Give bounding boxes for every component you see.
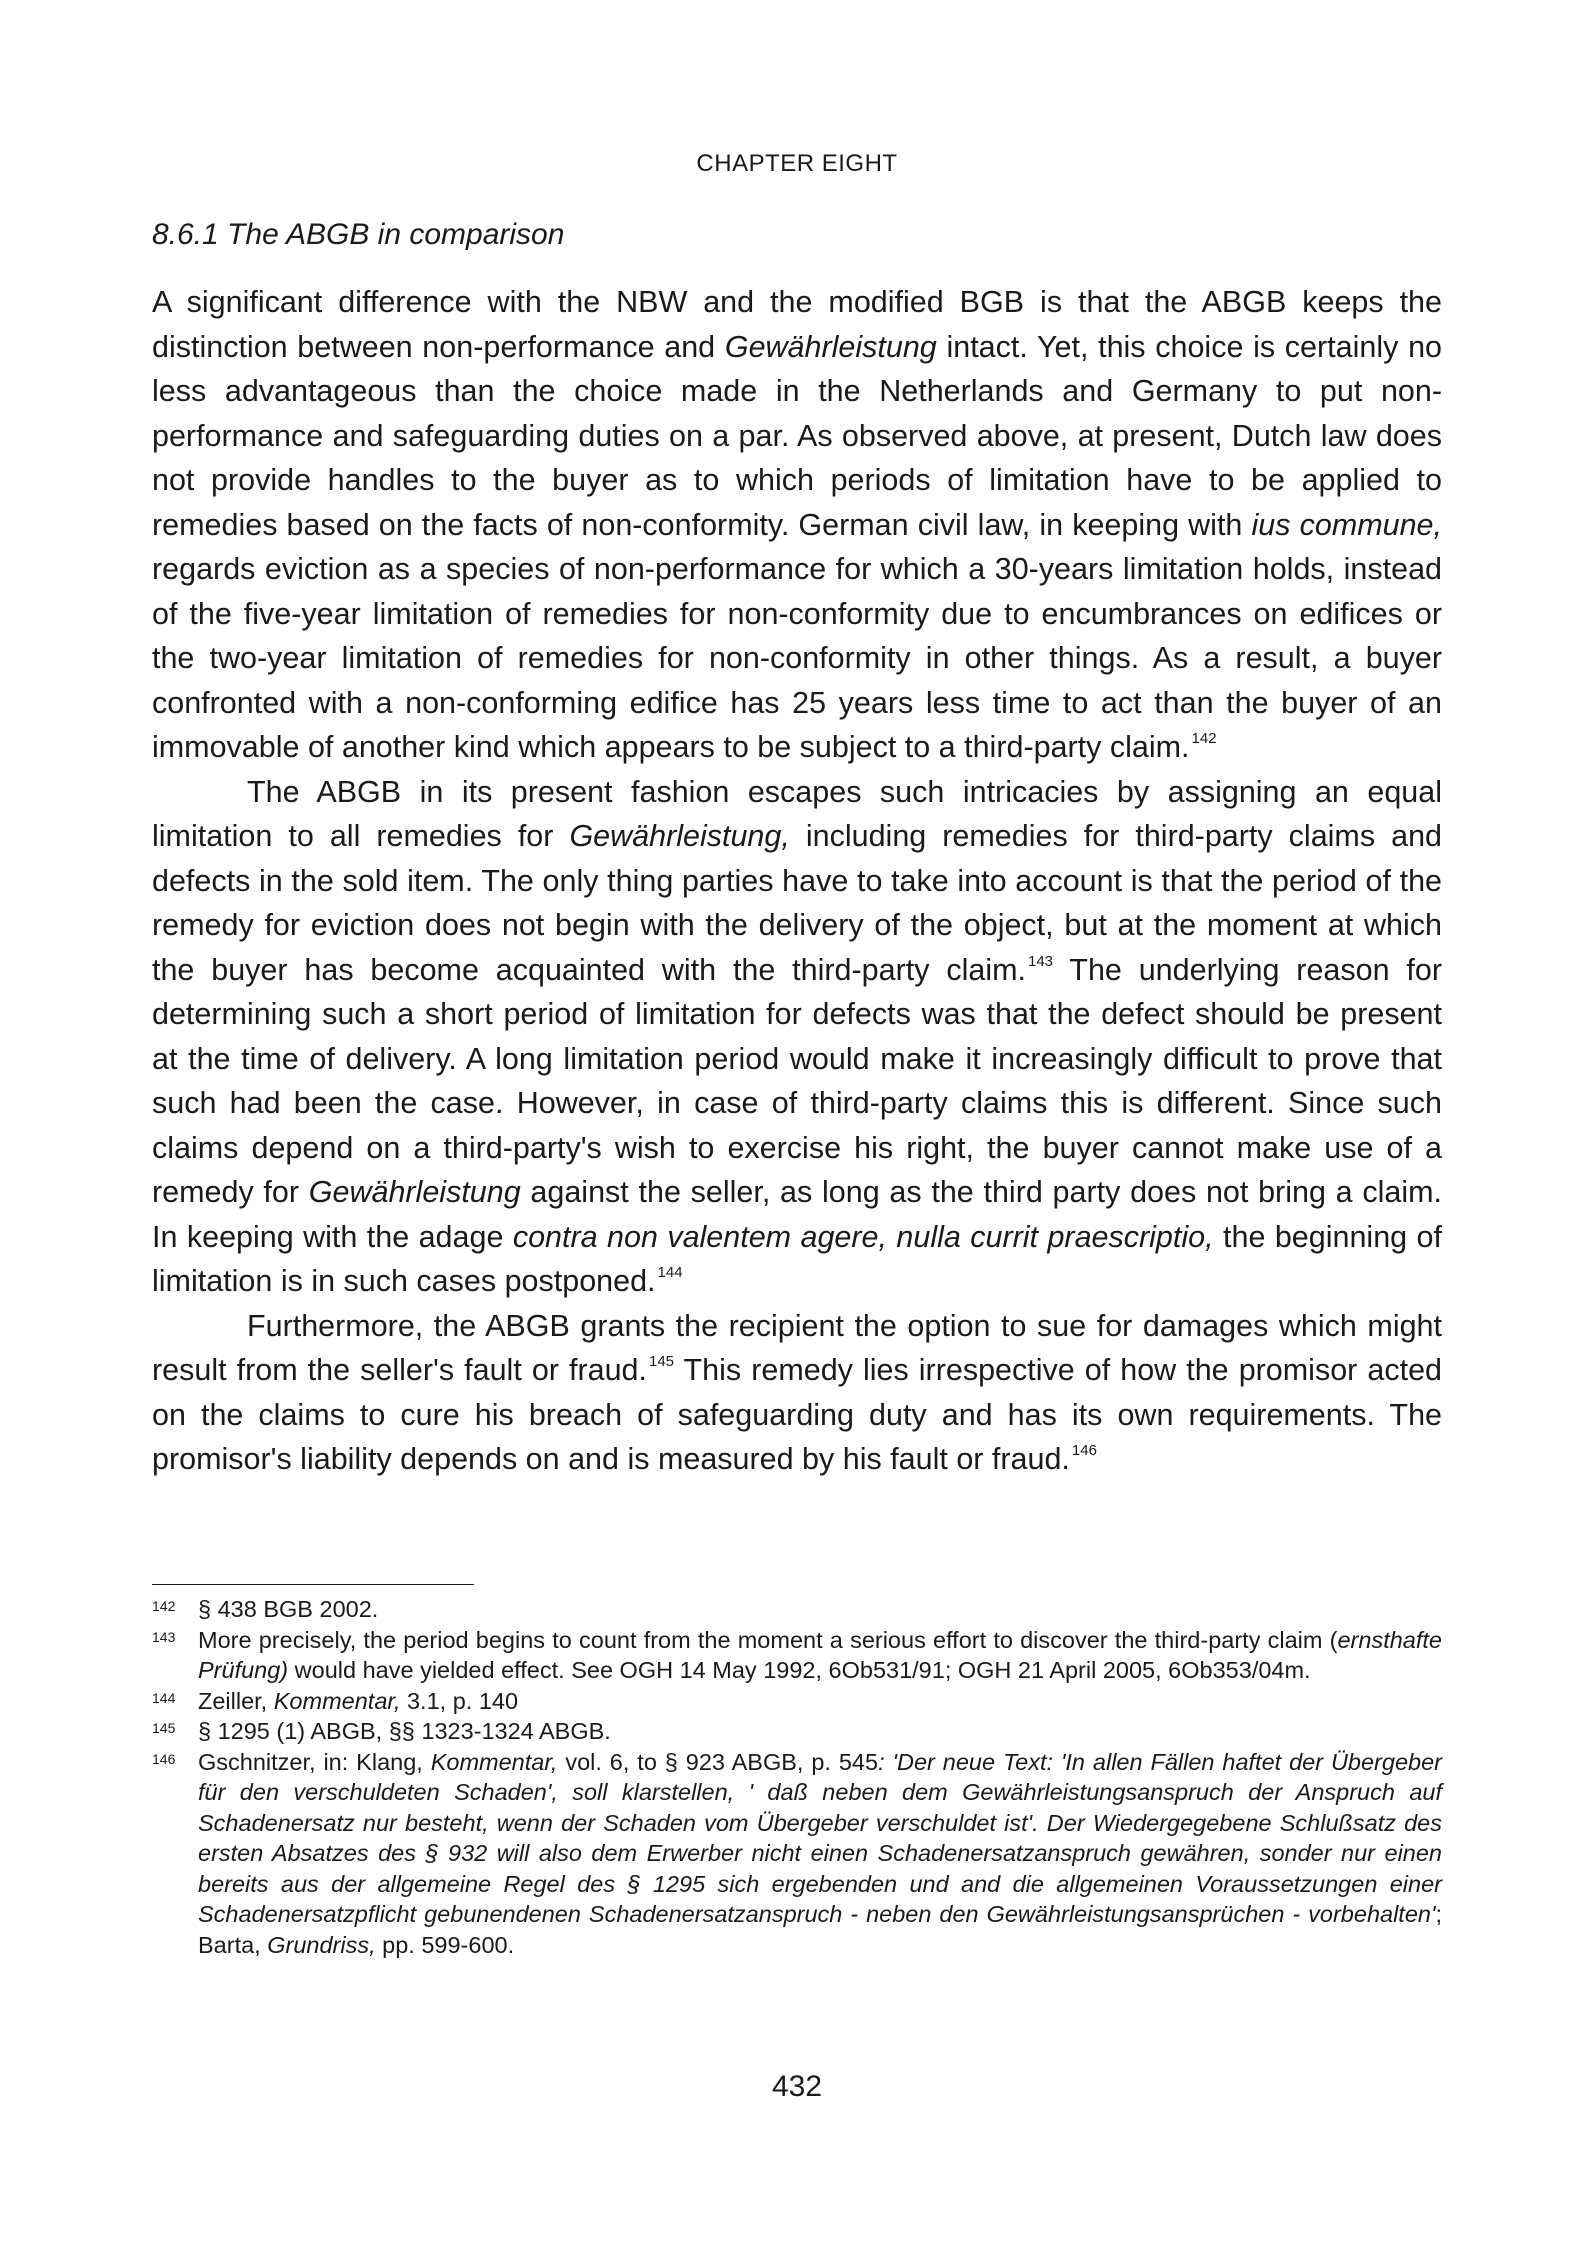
text-run: intact. Yet, this choice is certainly no less advantageous than the choice made in the Netherlands and Germany to put non-performance and safeguarding duties on a par. As observed above, at present, Dutch law does not provide handles to the buyer as to which periods of limitation have to be applied to remedies based on the facts of non-conformity. German civil law, in keeping with [152, 329, 1442, 542]
text-run: would have yielded effect. See OGH 14 May 1992, 6Ob531/91; OGH 21 April 2005, 6Ob353/04m. [288, 1657, 1311, 1683]
footnote-number: 142 [152, 1598, 176, 1614]
text-run: The underlying reason for determining such a short period of limitation for defects was that the defect should be present at the time of delivery. A long limitation period would make it increasingly difficult to prove that such had been the case. However, in case of third-party claims this is different. Since such claims depend on a third-party's wish to exercise his right, the buyer cannot make use of a remedy for [152, 952, 1442, 1209]
text-run: A significant difference with the NBW and the modified BGB is that the ABGB keeps the distinction between non-performance and [152, 285, 1442, 364]
italic-term: Gewährleistung [308, 1175, 521, 1209]
footnote-145 [152, 1716, 1442, 1747]
text-run: Gschnitzer, in: Klang, [198, 1748, 431, 1775]
text-run: § 1295 (1) ABGB, §§ 1323-1324 ABGB. [198, 1718, 611, 1744]
text-run: § 438 BGB 2002. [198, 1596, 379, 1622]
running-head: CHAPTER EIGHT [696, 150, 898, 177]
text-run: Zeiller, [198, 1687, 274, 1714]
text-run: including remedies for third-party claims and defects in the sold item. The only thing parties have to take into account is that the period of the remedy for eviction does not begin with the delivery of the object, but at the moment at which the buyer has become acquainted with the third-party claim. [152, 819, 1442, 987]
paragraph-2 [152, 770, 1442, 1304]
text-run: Furthermore, the ABGB grants the recipient the option to sue for damages which might result from the seller's fault or fraud. [152, 1308, 1442, 1387]
footnote-text [198, 1747, 1442, 1961]
footnote-text [198, 1716, 1442, 1747]
footnote-text [198, 1625, 1442, 1686]
footnote-ref-145[interactable]: 145 [649, 1353, 675, 1370]
body-text [152, 280, 1442, 1482]
italic-term: Gewährleistung [724, 329, 937, 364]
italic-term: Gewährleistung, [569, 819, 790, 853]
text-run: More precisely, the period begins to count from the moment a serious effort to discover the third-party claim ( [198, 1626, 1338, 1653]
section-title: 8.6.1 The ABGB in comparison [152, 218, 565, 251]
text-run: ; Barta, [198, 1901, 1442, 1958]
text-run: against the seller, as long as the third party does not bring a claim. In keeping with the adage [152, 1175, 1442, 1254]
italic-term: Grundriss, [267, 1931, 376, 1958]
footnote-146 [152, 1747, 1442, 1961]
italic-term: contra non valentem agere, nulla currit praescriptio, [512, 1219, 1214, 1254]
paragraph-3 [152, 1304, 1442, 1482]
footnotes [152, 1594, 1442, 1960]
italic-term: Kommentar, [273, 1687, 401, 1714]
text-run: regards eviction as a species of non-performance for which a 30-years limitation holds, instead of the five-year limitation of remedies for non-conformity due to encumbrances on edifices or the two-year limitation of remedies for non-conformity in other things. As a result, a buyer confronted with a non-conforming edifice has 25 years less time to act than the buyer of an immovable of another kind which appears to be subject to a third-party claim. [152, 552, 1442, 764]
footnote-144 [152, 1686, 1442, 1717]
italic-term: Kommentar, [430, 1748, 558, 1775]
footnote-number: 144 [152, 1689, 176, 1706]
footnote-text [198, 1686, 1442, 1717]
text-run: vol. 6, to § 923 ABGB, p. 545 [557, 1748, 879, 1775]
italic-term: ius commune, [1251, 507, 1442, 542]
document-page [152, 0, 1442, 2250]
text-run: the beginning of limitation is in such cases postponed. [152, 1219, 1442, 1298]
paragraph-1 [152, 280, 1442, 770]
page-number: 432 [771, 2070, 823, 2103]
footnote-143 [152, 1625, 1442, 1686]
footnote-number: 146 [152, 1750, 176, 1767]
footnote-text [198, 1594, 1442, 1625]
footnote-ref-144[interactable]: 144 [657, 1264, 683, 1281]
footnote-number: 143 [152, 1628, 176, 1645]
text-run: This remedy lies irrespective of how the promisor acted on the claims to cure his breach of safeguarding duty and has its own requirements. The promisor's liability depends on and is measured by his fault or fraud. [152, 1353, 1442, 1476]
text-run: The ABGB in its present fashion escapes such intricacies by assigning an equal limitation to all remedies for [152, 774, 1442, 853]
italic-term: ernsthafte Prüfung) [198, 1626, 1442, 1683]
text-run: pp. 599-600. [375, 1931, 515, 1958]
footnote-142 [152, 1594, 1442, 1625]
text-run: 3.1, p. 140 [400, 1687, 519, 1714]
italic-quote: : 'Der neue Text: 'In allen Fällen haftet der Übergeber für den verschuldeten Schaden', soll klarstellen, ' daß neben dem Gewährleistungsanspruch der Anspruch auf Schadenersatz nur besteht, wenn der Schaden vom Übergeber verschuldet ist'. Der Wiedergegebene Schlußsatz des ersten Absatzes des § 932 will also dem Erwerber nicht einen Schadenersatzanspruch gewähren, sonder nur einen bereits aus der allgemeine Regel des § 1295 sich ergebenden und and die allgemeinen Voraussetzungen einer Schadenersatzpflicht gebunendenen Schadenersatzanspruch - neben den Gewährleistungsansprüchen - vorbehalten' [198, 1748, 1442, 1927]
footnote-ref-146[interactable]: 146 [1071, 1442, 1097, 1459]
footnote-number: 145 [152, 1720, 176, 1736]
footnote-separator [152, 1584, 474, 1585]
footnote-ref-142[interactable]: 142 [1191, 730, 1217, 747]
footnote-ref-143[interactable]: 143 [1027, 952, 1054, 970]
